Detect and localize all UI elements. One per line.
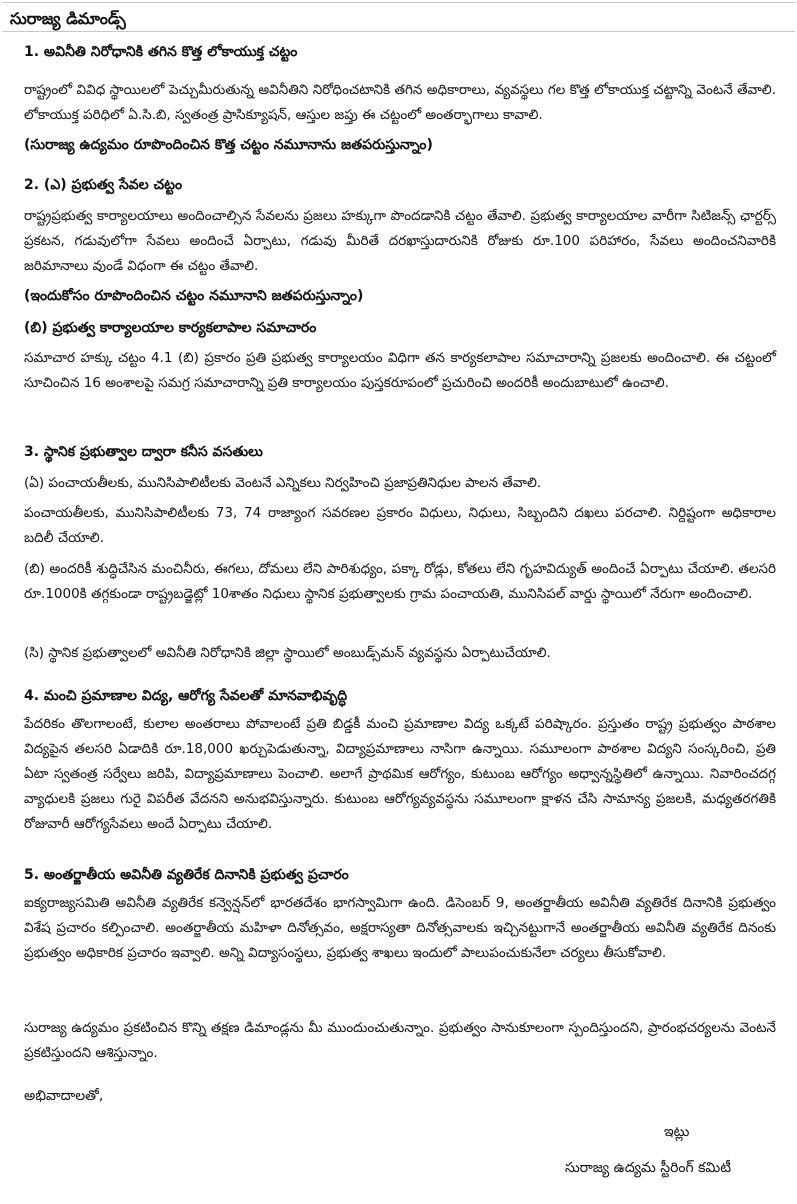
section-2-note: (ఇందుకోసం రూపొందించిన చట్టం నమూనాని జతపరుస్తున్నాం) — [24, 288, 364, 304]
section-2b-paragraph: సమాచార హక్కు చట్టం 4.1 (బి) ప్రకారం ప్రతి ప్రభుత్వ కార్యాలయం విధిగా తన కార్యకలాపాల సమాచారాన్ని ప్రజలకు అందించాలి. ఈ చట్టంలో సూచించిన 16 అంశాలపై సమగ్ర సమాచారాన్ని ప్రతి కార్యాలయం పుస్తకరూపంలో ప్రచురించి అందరికీ అందుబాటులో ఉంచాలి. — [24, 350, 776, 391]
section-3a-paragraph-2: పంచాయతీలకు, మునిసిపాలిటీలకు 73, 74 రాజ్యాంగ సవరణల ప్రకారం విధులు, నిధులు, సిబ్బందిని దఖలు పరచాలి. నిర్దిష్టంగా అధికారాల బదిలీ చేయాలి. — [24, 505, 776, 546]
section-4-paragraph: పేదరికం తొలగాలంటే, కులాల అంతరాలు పోవాలంటే ప్రతి బిడ్డకీ మంచి ప్రమాణాల విద్య ఒక్కటే పరిష్కారం. ప్రస్తుతం రాష్ట్ర ప్రభుత్వం పాఠశాల విద్యపైన తలసరి ఏడాదికి రూ.18,000 ఖర్చుపెడుతున్నా, విద్యాప్రమాణాలు నాసిగా ఉన్నాయి. సమూలంగా పాఠశాల విద్యని సంస్కరించి, ప్రతి ఏటా స్వతంత్ర సర్వేలు జరిపి, విద్యాప్రమాణాలు పెంచాలి. అలాగే ప్రాథమిక ఆరోగ్యం, కుటుంబ ఆరోగ్యం అధ్వాన్నస్థితిలో ఉన్నాయి. నివారించదగ్గ వ్యాధులకి ప్రజలు గురై విపరీత వేదనని అనుభవిస్తున్నారు. కుటుంబ ఆరోగ్యవ్యవస్థను సమూలంగా క్షాళన చేసి సామాన్య ప్రజలకి, మధ్యతరగతికి రోజువారీ ఆరోగ్యసేవలు అందే ఏర్పాటు చేయాలి. — [24, 716, 776, 832]
section-1-paragraph: రాష్ట్రంలో వివిధ స్థాయిలలో పెచ్చుమీరుతున్న అవినీతిని నిరోధించటానికి తగిన అధికారాలు, వ్యవస్థలు గల కొత్త లోకాయుక్త చట్టాన్ని వెంటనే తేవాలి. లోకాయుక్త పరిధిలో ఏ.సి.బి, స్వతంత్ర ప్రాసిక్యూషన్, ఆస్తుల జప్తు ఈ చట్టంలో అంతర్భాగాలు కావాలి. — [24, 82, 776, 123]
section-5-heading: 5. అంతర్జాతీయ అవినీతి వ్యతిరేక దినానికి ప్రభుత్వ ప్రచారం — [24, 867, 349, 883]
section-1-note: (సురాజ్య ఉద్యమం రూపొందించిన కొత్త చట్టం నమూనాను జతపరుస్తున్నాం) — [24, 137, 433, 153]
signature-committee: సురాజ్య ఉద్యమ స్టీరింగ్ కమిటీ — [565, 1160, 732, 1176]
section-3c-paragraph: (సి) స్థానిక ప్రభుత్వాలలో అవినీతి నిరోధానికి జిల్లా స్థాయిలో అంబుడ్స్‌మన్ వ్యవస్థను ఏర్పాటుచేయాలి. — [24, 645, 551, 661]
greeting: అభివాదాలతో, — [24, 1088, 104, 1104]
section-2b-subheading: (బి) ప్రభుత్వ కార్యాలయాల కార్యకలాపాల సమాచారం — [24, 320, 317, 336]
closing-paragraph: సురాజ్య ఉద్యమం ప్రకటించిన కొన్ని తక్షణ డిమాండ్లను మీ ముందుంచుతున్నాం. ప్రభుత్వం సానుకూలంగా స్పందిస్తుందని, ప్రారంభచర్యలను వెంటనే ప్రకటిస్తుందని ఆశిస్తున్నాం. — [24, 1020, 776, 1061]
section-3b-paragraph: (బి) అందరికీ శుద్ధిచేసిన మంచినీరు, ఈగలు, దోమలు లేని పారిశుధ్యం, పక్కా రోడ్లు, కోతలు లేని గృహవిద్యుత్ అందించే ఏర్పాటు చేయాలి. తలసరి రూ.1000కి తగ్గకుండా రాష్ట్రబడ్జెట్లో 10శాతం నిధులు స్థానిక ప్రభుత్వాలకు గ్రామ పంచాయతి, మునిసిపల్ వార్డు స్థాయిలో నేరుగా అందించాలి. — [24, 561, 776, 602]
section-3-heading: 3. స్థానిక ప్రభుత్వాల ద్వారా కనీస వసతులు — [24, 444, 263, 460]
section-3a-paragraph: (ఏ) పంచాయతీలకు, మునిసిపాలిటీలకు వెంటనే ఎన్నికలు నిర్వహించి ప్రజాప్రతినిధుల పాలన తేవాలి. — [24, 475, 542, 491]
page-title: సురాజ్య డిమాండ్స్ — [10, 9, 126, 28]
section-5-paragraph: ఐక్యరాజ్యసమితి అవినీతి వ్యతిరేక కన్వెన్షన్‌లో భారతదేశం భాగస్వామిగా ఉంది. డిసెంబర్ 9, అంతర్జాతీయ అవినీతి వ్యతిరేక దినానికి ప్రభుత్వం విశేష ప్రచారం కల్పించాలి. అంతర్జాతీయ మహిళా దినోత్సవం, అక్షరాస్యతా దినోత్సవాలకు ఇచ్చినట్టుగానే అంతర్జాతీయ అవినీతి వ్యతిరేక దినంకు ప్రభుత్వం అధికారిక ప్రచారం ఇవ్వాలి. అన్ని విద్యాసంస్థలు, ప్రభుత్వ శాఖలు ఇందులో పాలుపంచుకునేలా చర్యలు తీసుకోవాలి. — [24, 895, 776, 961]
section-1-heading: 1. అవినీతి నిరోధానికి తగిన కొత్త లోకాయుక్త చట్టం — [24, 44, 298, 60]
sign-off: ఇట్లు — [664, 1124, 690, 1140]
section-2-heading: 2. (ఎ) ప్రభుత్వ సేవల చట్టం — [24, 177, 183, 193]
title-bar — [2, 2, 795, 32]
section-4-heading: 4. మంచి ప్రమాణాల విద్య, ఆరోగ్య సేవలతో మానవాభివృద్ధి — [24, 688, 348, 704]
section-2-paragraph: రాష్ట్రప్రభుత్వ కార్యాలయాలు అందించాల్సిన సేవలను ప్రజలు హక్కుగా పొందడానికి చట్టం తేవాలి. ప్రభుత్వ కార్యాలయాల వారీగా సిటిజన్స్ ఛార్టర్స్ ప్రకటన, గడువులోగా సేవలు అందించే ఏర్పాటు, గడువు మీరితే దరఖాస్తుదారునికి రోజుకు రూ.100 పరిహారం, సేవలు అందించనివారికి జరిమానాలు వుండే విధంగా ఈ చట్టం తేవాలి. — [24, 208, 776, 274]
